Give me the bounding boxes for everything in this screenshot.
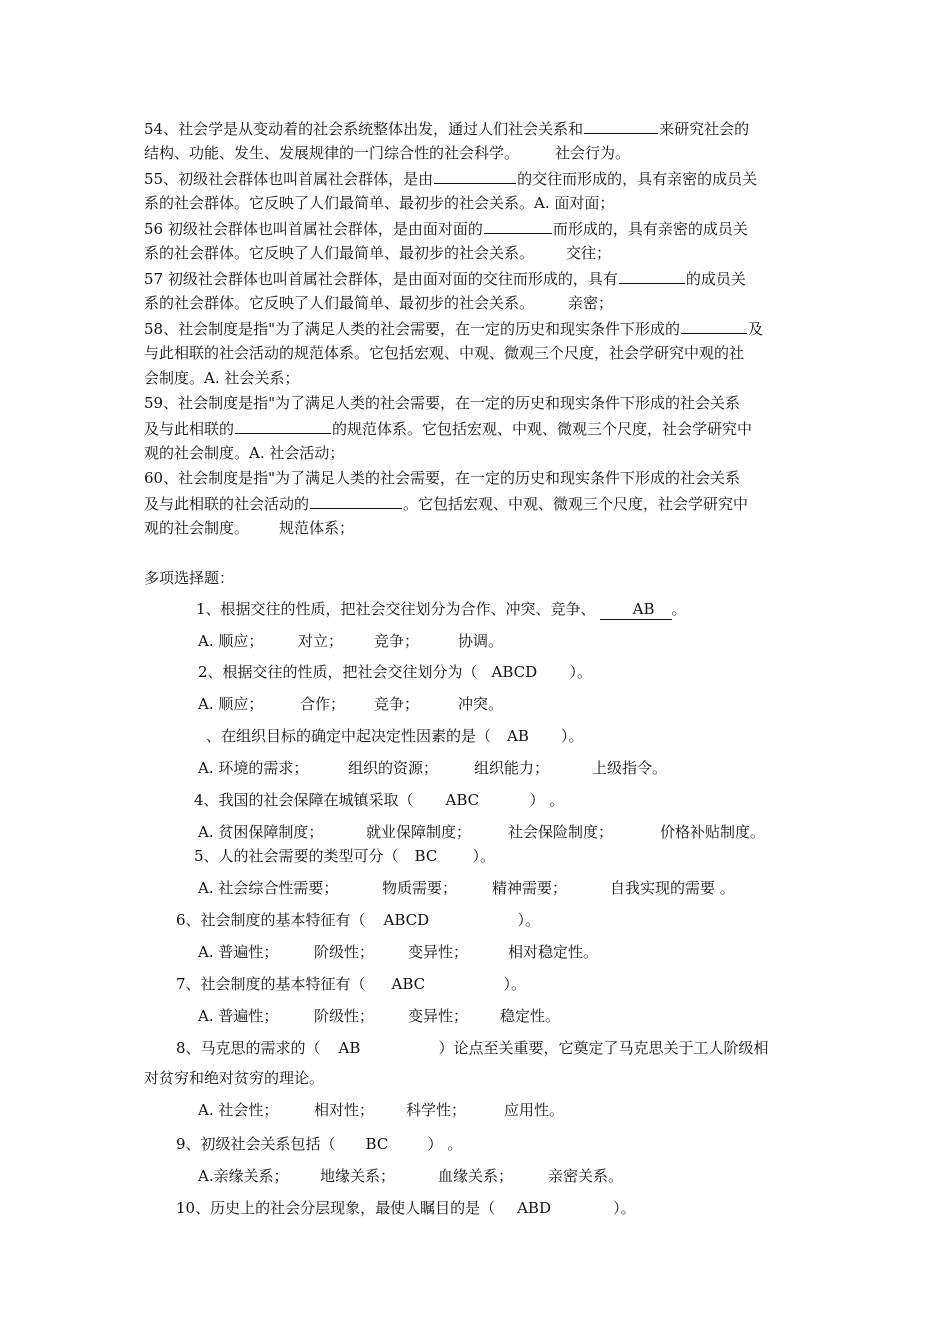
q60-text-2: 及与此相联的社会活动的 xyxy=(144,495,310,513)
mc5-end: ）。 xyxy=(472,847,496,865)
mc10-text: 10、历史上的社会分层现象，最使人瞩目的是（ xyxy=(176,1199,496,1217)
q55-blank xyxy=(434,168,516,184)
mc9-question xyxy=(176,1134,462,1154)
q55-text: 55、初级社会群体也叫首属社会群体，是由 xyxy=(144,170,434,188)
mc4-option-c: 社会保险制度； xyxy=(508,823,614,841)
mc9-end: ） 。 xyxy=(427,1135,463,1153)
mc1-question xyxy=(196,599,687,620)
mc2-option-a: A. 顺应； xyxy=(198,695,264,713)
q60-line-1 xyxy=(144,468,740,488)
q57-answer: 亲密； xyxy=(568,294,614,312)
mc6-question xyxy=(176,910,540,930)
mc6-end: ）。 xyxy=(517,911,541,929)
q58-line-2 xyxy=(144,343,744,363)
q60-line-3 xyxy=(144,518,354,538)
q57-line-1 xyxy=(144,268,746,289)
mc8-text: 8、马克思的需求的（ xyxy=(176,1039,321,1057)
q56-blank xyxy=(484,218,552,234)
mc6-options xyxy=(198,942,598,962)
mc8-options xyxy=(198,1100,564,1120)
q60-answer: 规范体系； xyxy=(279,519,355,537)
mc2-question xyxy=(198,662,592,682)
mc3-options xyxy=(198,758,667,778)
q60-text-2-end: 。它包括宏观、中观、微观三个尺度，社会学研究中 xyxy=(403,495,749,513)
mc3-option-c: 组织能力； xyxy=(474,759,550,777)
mc9-option-b: 地缘关系； xyxy=(320,1167,396,1185)
mc7-options xyxy=(198,1006,560,1026)
mc6-option-a: A. 普遍性； xyxy=(198,943,279,961)
mc5-question xyxy=(194,846,495,866)
mc7-option-a: A. 普遍性； xyxy=(198,1007,279,1025)
mc10-end: ）。 xyxy=(613,1199,636,1217)
mc4-question xyxy=(194,790,564,810)
mc9-option-c: 血缘关系； xyxy=(438,1167,514,1185)
q58-text-2: 与此相联的社会活动的规范体系。它包括宏观、中观、微观三个尺度，社会学研究中观的社 xyxy=(144,344,745,362)
q54-text: 54、社会学是从变动着的社会系统整体出发，通过人们社会关系和 xyxy=(144,120,584,138)
mc7-option-b: 阶级性； xyxy=(314,1007,375,1025)
mc2-option-d: 冲突。 xyxy=(458,695,504,713)
mc4-text: 4、我国的社会保障在城镇采取（ xyxy=(194,791,414,809)
section-heading: 多项选择题： xyxy=(144,569,235,587)
q54-text-2: 结构、功能、发生、发展规律的一门综合性的社会科学。 xyxy=(144,144,520,162)
mc8-question xyxy=(176,1038,769,1058)
q54-text-end: 来研究社会的 xyxy=(659,120,750,138)
q57-blank xyxy=(619,268,685,284)
mc5-text: 5、人的社会需要的类型可分（ xyxy=(194,847,399,865)
mc6-option-d: 相对稳定性。 xyxy=(508,943,599,961)
mc2-answer: ABCD xyxy=(491,663,538,681)
mc2-option-b: 合作； xyxy=(300,695,346,713)
q59-text-3: 观的社会制度。A. 社会活动； xyxy=(144,444,345,462)
mc4-option-b: 就业保障制度； xyxy=(366,823,472,841)
mc1-option-b: 对立； xyxy=(298,632,344,650)
mc6-option-b: 阶级性； xyxy=(314,943,375,961)
q56-line-2 xyxy=(144,243,611,263)
mc1-option-a: A. 顺应； xyxy=(198,632,264,650)
q55-line-2 xyxy=(144,193,614,213)
mc5-option-b: 物质需要； xyxy=(382,879,458,897)
mc10-question xyxy=(176,1198,636,1218)
q59-text-2: 及与此相联的 xyxy=(144,420,235,438)
q59-line-2 xyxy=(144,418,752,439)
q58-blank xyxy=(681,318,747,334)
mc5-answer: BC xyxy=(414,847,438,865)
mc8-question-cont: 对贫穷和绝对贫穷的理论。 xyxy=(144,1069,325,1087)
mc3-text: 、在组织目标的确定中起决定性因素的是（ xyxy=(206,727,492,745)
mc4-options xyxy=(198,822,765,842)
mc2-text: 2、根据交往的性质，把社会交往划分为（ xyxy=(198,663,478,681)
q54-answer: 社会行为。 xyxy=(555,144,631,162)
mc3-option-b: 组织的资源； xyxy=(348,759,439,777)
mc4-end: ） 。 xyxy=(529,791,565,809)
q59-text-2-end: 的规范体系。它包括宏观、中观、微观三个尺度，社会学研究中 xyxy=(332,420,753,438)
q59-blank xyxy=(235,418,331,434)
q56-answer: 交往； xyxy=(566,244,612,262)
mc5-option-a: A. 社会综合性需要； xyxy=(198,879,339,897)
mc8-option-a: A. 社会性； xyxy=(198,1101,279,1119)
q57-text: 57 初级社会群体也叫首属社会群体，是由面对面的交往而形成的，具有 xyxy=(144,270,618,288)
mc9-options xyxy=(198,1166,623,1186)
mc7-option-d: 稳定性。 xyxy=(500,1007,561,1025)
mc6-answer: ABCD xyxy=(383,911,430,929)
q58-text-3: 会制度。A. 社会关系； xyxy=(144,369,300,387)
q56-line-1 xyxy=(144,218,748,239)
q59-text: 59、社会制度是指"为了满足人类的社会需要，在一定的历史和现实条件下形成的社会关系 xyxy=(144,394,740,412)
q57-line-2 xyxy=(144,293,613,313)
q60-line-2 xyxy=(144,493,748,514)
mc9-option-d: 亲密关系。 xyxy=(548,1167,624,1185)
mc4-answer: ABC xyxy=(445,791,480,809)
q54-blank xyxy=(584,118,658,134)
mc8-option-b: 相对性； xyxy=(314,1101,375,1119)
q60-blank xyxy=(310,493,402,509)
mc3-option-a: A. 环境的需求； xyxy=(198,759,309,777)
mc3-end: ）。 xyxy=(561,727,584,745)
mc5-options xyxy=(198,878,735,898)
mc8-option-c: 科学性； xyxy=(406,1101,467,1119)
q55-line-1 xyxy=(144,168,757,189)
mc7-option-c: 变异性； xyxy=(408,1007,469,1025)
mc10-answer: ABD xyxy=(517,1199,551,1217)
mc8-option-d: 应用性。 xyxy=(504,1101,565,1119)
q56-text-end: 而形成的，具有亲密的成员关 xyxy=(552,220,748,238)
mc9-text: 9、初级社会关系包括（ xyxy=(176,1135,336,1153)
mc1-options xyxy=(198,631,503,651)
q54-line-2 xyxy=(144,143,630,163)
mc4-option-a: A. 贫困保障制度； xyxy=(198,823,324,841)
mc5-option-c: 精神需要； xyxy=(492,879,568,897)
q56-text-2: 系的社会群体。它反映了人们最简单、最初步的社会关系。 xyxy=(144,244,535,262)
mc4-option-d: 价格补贴制度。 xyxy=(660,823,766,841)
mc1-option-c: 竞争； xyxy=(374,632,420,650)
q60-text-3: 观的社会制度。 xyxy=(144,519,250,537)
q59-line-3 xyxy=(144,443,344,463)
q55-text-end: 的交往而形成的，具有亲密的成员关 xyxy=(517,170,758,188)
q58-text-end: 及 xyxy=(748,320,764,338)
mc7-text: 7、社会制度的基本特征有（ xyxy=(176,975,366,993)
mc9-option-a: A.亲缘关系； xyxy=(198,1167,289,1185)
q56-text: 56 初级社会群体也叫首属社会群体，是由面对面的 xyxy=(144,220,483,238)
mc9-answer: BC xyxy=(365,1135,389,1153)
mc3-option-d: 上级指令。 xyxy=(592,759,668,777)
mc5-option-d: 自我实现的需要 。 xyxy=(610,879,735,897)
q59-line-1 xyxy=(144,393,740,413)
q58-text: 58、社会制度是指"为了满足人类的社会需要，在一定的历史和现实条件下形成的 xyxy=(144,320,680,338)
mc2-options xyxy=(198,694,503,714)
mc3-question xyxy=(206,726,584,746)
mc7-question xyxy=(176,974,526,994)
q58-line-3 xyxy=(144,368,299,388)
mc3-answer: AB xyxy=(507,727,529,745)
q60-text: 60、社会制度是指"为了满足人类的社会需要，在一定的历史和现实条件下形成的社会关系 xyxy=(144,469,740,487)
mc7-answer: ABC xyxy=(391,975,426,993)
q54-line-1 xyxy=(144,118,749,139)
q58-line-1 xyxy=(144,318,763,339)
q55-text-2: 系的社会群体。它反映了人们最简单、最初步的社会关系。A. 面对面； xyxy=(144,194,615,212)
mc1-text: 1、根据交往的性质，把社会交往划分为合作、冲突、竞争、 xyxy=(196,600,596,618)
q57-text-end: 的成员关 xyxy=(685,270,746,288)
mc8-end: ）论点至关重要，它奠定了马克思关于工人阶级相 xyxy=(438,1039,769,1057)
mc7-end: ）。 xyxy=(503,975,527,993)
mc8-answer: AB xyxy=(338,1039,361,1057)
q57-text-2: 系的社会群体。它反映了人们最简单、最初步的社会关系。 xyxy=(144,294,535,312)
mc6-option-c: 变异性； xyxy=(408,943,469,961)
mc6-text: 6、社会制度的基本特征有（ xyxy=(176,911,366,929)
mc1-option-d: 协调。 xyxy=(458,632,504,650)
mc2-option-c: 竞争； xyxy=(374,695,420,713)
mc2-end: ）。 xyxy=(569,663,593,681)
mc1-answer: AB xyxy=(632,600,655,618)
mc1-end: 。 xyxy=(671,600,687,618)
